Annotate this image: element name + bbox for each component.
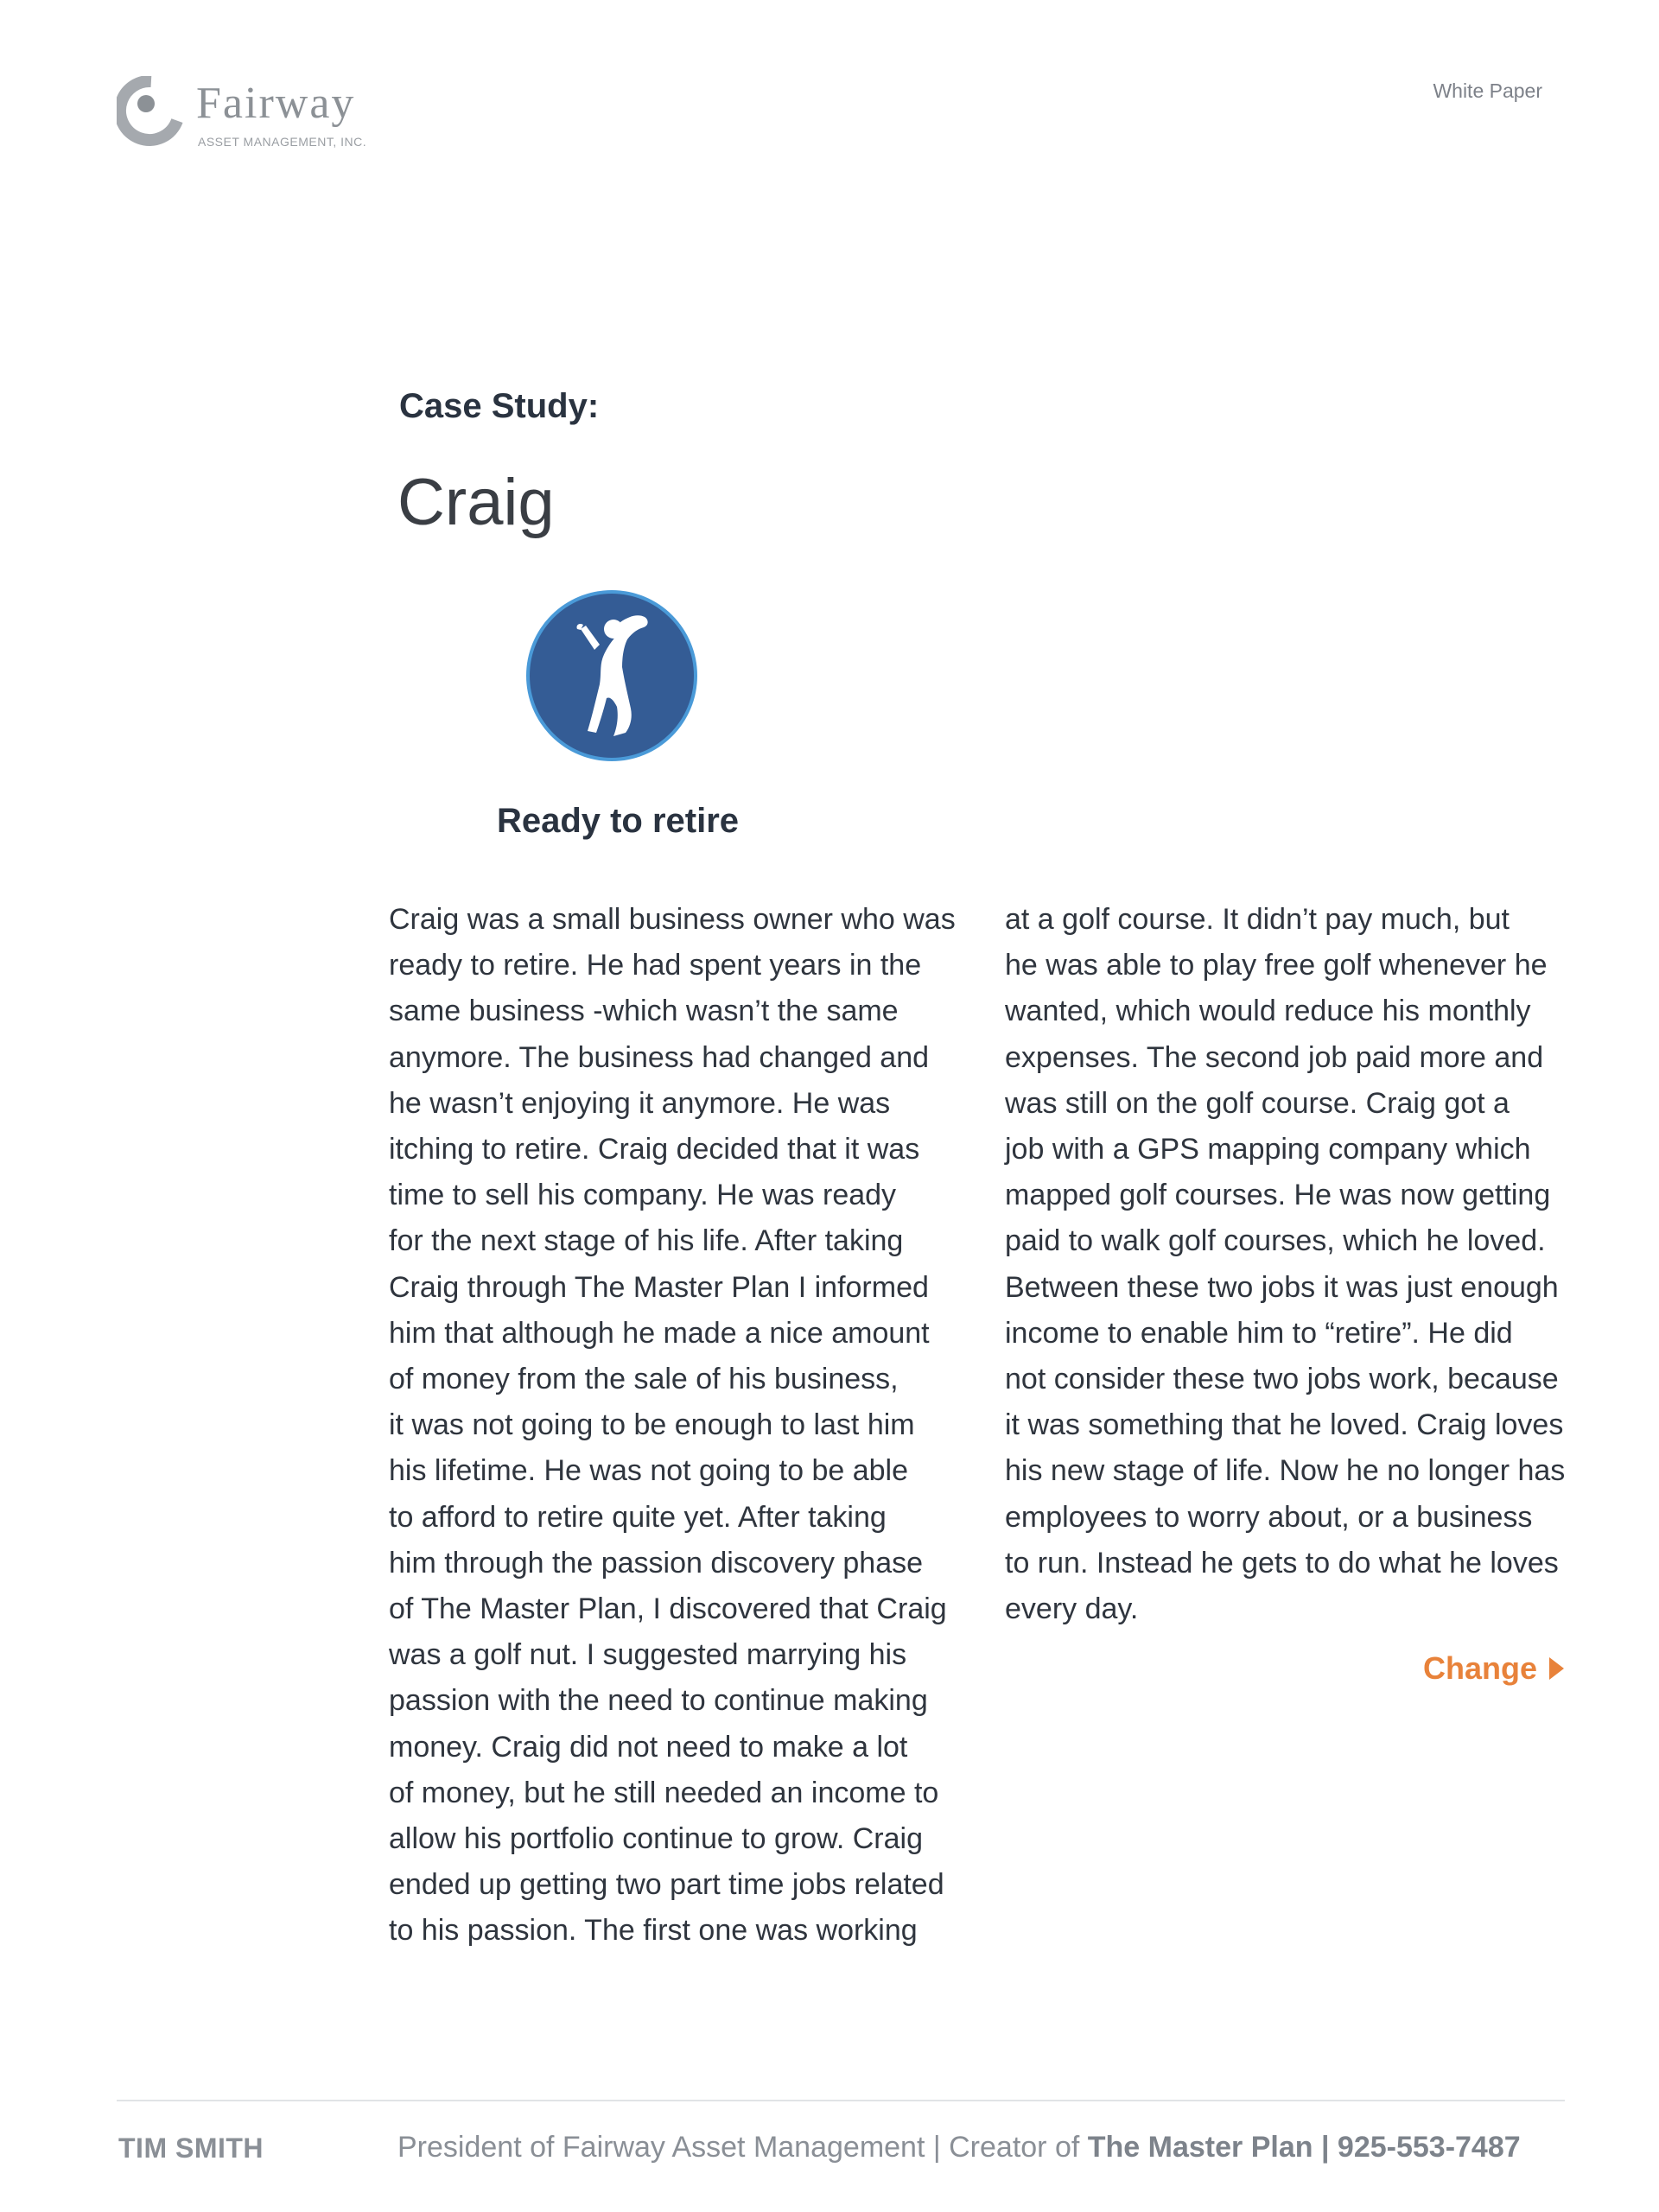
- document-type-label: White Paper: [1433, 79, 1542, 102]
- footer-role: President of Fairway Asset Management | Creator of: [397, 2131, 1088, 2164]
- footer-author-name: TIM SMITH: [118, 2133, 264, 2164]
- company-logo: [117, 76, 393, 162]
- body-column-right: [1005, 897, 1592, 1632]
- change-link-label: Change: [1422, 1650, 1537, 1686]
- body-column-left: [389, 897, 959, 1955]
- change-link[interactable]: [1423, 1650, 1564, 1687]
- case-subtitle: Ready to retire: [496, 802, 740, 840]
- body-text-right: at a golf course. It didn’t pay much, but he was able to play free golf whenever he wanted, which would reduce his monthly expenses. The second job paid more and was still on the golf course. Craig got a job with a GPS mapping company which mapped golf courses. He was now getting paid to walk golf courses, which he loved. Between these two jobs it was just enough income to enable him to “retire”. He did not consider these two jobs work, because it was something that he loved. Craig loves his new stage of life. Now he no longer has employees to worry about, or a business to run. Instead he gets to do what he loves every day.: [1005, 903, 1566, 1626]
- case-study-name: Craig: [397, 466, 555, 539]
- logo-subtitle: ASSET MANAGEMENT, INC.: [198, 135, 367, 149]
- case-study-label: Case Study:: [399, 387, 600, 425]
- logo-name: Fairway: [196, 79, 356, 128]
- play-arrow-icon: [1549, 1657, 1564, 1680]
- footer-divider: [117, 2100, 1565, 2101]
- footer-phone: | 925-553-7487: [1313, 2131, 1521, 2164]
- footer-author-info: [397, 2131, 1521, 2164]
- body-text-left: Craig was a small business owner who was ready to retire. He had spent years in the same business -which wasn’t the same anymore. The business had changed and he wasn’t enjoying it anymore. He was itching to retire. Craig decided that it was time to sell his company. He was ready for the next stage of his life. After taking Craig through The Master Plan I informed him that although he made a nice amount of money from the sale of his business, it was not going to be enough to last him his lifetime. He was not going to be able to afford to retire quite yet. After taking him through the passion discovery phase of The Master Plan, I discovered that Craig was a golf nut. I suggested marrying his passion with the need to continue making money. Craig did not need to make a lot of money, but he still needed an income to allow his portfolio continue to grow. Craig ended up getting two part time jobs related to his passion. The first one was working: [389, 903, 956, 1948]
- logo-mark-icon: [117, 76, 189, 149]
- golfer-icon: [524, 588, 700, 764]
- footer-product: The Master Plan: [1087, 2131, 1313, 2164]
